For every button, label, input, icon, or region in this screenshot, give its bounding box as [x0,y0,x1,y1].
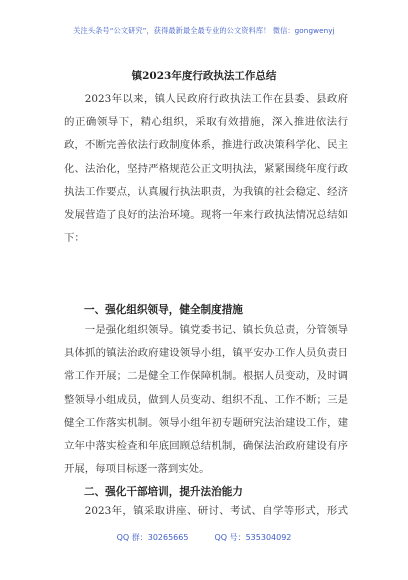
header-banner: 关注头条号“公文研究”，获得最新最全最专业的公文资料库！ 微信：gongwenyj [73,26,335,35]
section1-body-block [64,319,348,481]
footer-contact [0,532,408,543]
document-title: 镇2023年度行政执法工作总结 [131,70,277,82]
footer-qq-number: QQ 号：535304092 [214,533,292,542]
section2-heading: 二、强化干部培训，提升法治能力 [84,486,243,498]
section1-heading: 一、强化组织领导，健全制度措施 [84,304,243,316]
intro-paragraph-block [64,88,348,250]
footer-qq-group: QQ 群：30265665 [116,533,189,542]
intro-paragraph: 2023年以来，镇人民政府行政执法工作在县委、县政府的正确领导下，精心组织，采取有效措施，深入推进依法行政，不断完善依法行政制度体系，推进行政决策科学化、民主化、法治化，坚持严格规范公正文明执法，紧紧围绕年度行政执法工作要点，认真履行执法职责，为我镇的社会稳定、经济发展营造了良好的法治环境。现将一年来行政执法情况总结如下： [64,93,348,245]
section2-paragraph: 2023年，镇采取讲座、研讨、考试、自学等形式，形式 [84,505,348,517]
section2-body-block [64,500,348,528]
section1-paragraph: 一是强化组织领导。镇党委书记、镇长负总责，分管领导具体抓的镇法治政府建设领导小组，镇平安办工作人员负责日常工作开展；二是健全工作保障机制。根据人员变动，及时调整领导小组成员，做到人员变动、组织不乱、工作不断；三是健全工作落实机制。领导小组年初专题研究法治建设工作，建立年中落实检查和年底回顾总结机制，确保法治政府建设有序开展，每项目标逐一落到实处。 [64,324,348,476]
